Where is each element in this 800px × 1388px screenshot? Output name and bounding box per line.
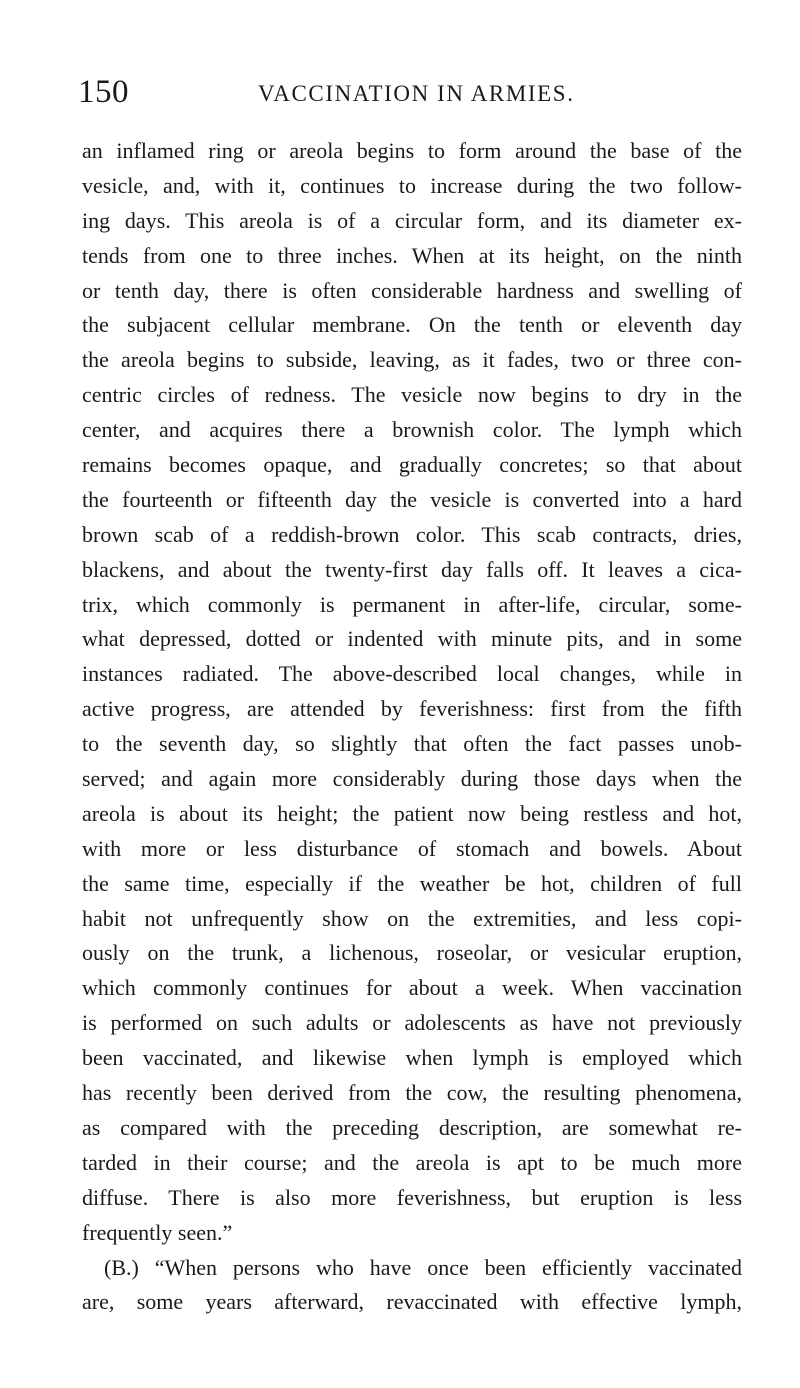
text-line: has recently been derived from the cow, the resulting phenomena, — [82, 1080, 742, 1106]
text-line: active progress, are attended by feverishness: first from the fifth — [82, 696, 742, 722]
text-line: tends from one to three inches. When at its height, on the ninth — [82, 242, 742, 268]
text-line: habit not unfrequently show on the extremities, and less copi- — [82, 905, 742, 931]
text-line: (B.) “When persons who have once been efficiently vaccinated — [104, 1254, 742, 1280]
text-line: an inflamed ring or areola begins to form around the base of the — [82, 138, 742, 163]
text-line: with more or less disturbance of stomach and bowels. About — [82, 835, 742, 861]
text-line: areola is about its height; the patient now being restless and hot, — [82, 800, 742, 826]
text-line: diffuse. There is also more feverishness, but eruption is less — [82, 1184, 742, 1210]
text-line: or tenth day, there is often considerable hardness and swelling of — [82, 277, 742, 303]
page-number: 150 — [78, 74, 129, 110]
text-line: as compared with the preceding description, are somewhat re- — [82, 1114, 742, 1140]
text-line: blackens, and about the twenty-first day falls off. It leaves a cica- — [82, 556, 742, 582]
text-line: ing days. This areola is of a circular form, and its diameter ex- — [82, 207, 742, 233]
page-header — [78, 72, 738, 112]
text-line: vesicle, and, with it, continues to increase during the two follow- — [82, 172, 742, 198]
text-line: is performed on such adults or adolescents as have not previously — [82, 1010, 742, 1036]
body-paragraphs — [82, 134, 742, 1320]
text-line: the subjacent cellular membrane. On the tenth or eleventh day — [82, 312, 742, 338]
text-line: the same time, especially if the weather be hot, children of full — [82, 870, 742, 896]
text-line: are, some years afterward, revaccinated with effective lymph, — [82, 1289, 742, 1315]
text-line: the areola begins to subside, leaving, as it fades, two or three con- — [82, 347, 742, 373]
text-line: centric circles of redness. The vesicle now begins to dry in the — [82, 382, 742, 408]
text-line: remains becomes opaque, and gradually concretes; so that about — [82, 452, 742, 478]
text-line: served; and again more considerably during those days when the — [82, 766, 742, 792]
text-line: what depressed, dotted or indented with minute pits, and in some — [82, 626, 742, 652]
text-line: tarded in their course; and the areola is apt to be much more — [82, 1149, 742, 1175]
text-line: ously on the trunk, a lichenous, roseolar, or vesicular eruption, — [82, 940, 742, 966]
running-title: VACCINATION IN ARMIES. — [258, 81, 575, 106]
text-line: center, and acquires there a brownish color. The lymph which — [82, 417, 742, 443]
text-line: which commonly continues for about a week. When vaccination — [82, 975, 742, 1001]
text-line: frequently seen.” — [82, 1219, 233, 1245]
text-line: instances radiated. The above-described local changes, while in — [82, 661, 742, 687]
text-line: been vaccinated, and likewise when lymph is employed which — [82, 1045, 742, 1071]
text-line: brown scab of a reddish-brown color. This scab contracts, dries, — [82, 521, 742, 547]
text-line: the fourteenth or fifteenth day the vesicle is converted into a hard — [82, 486, 742, 512]
text-line: to the seventh day, so slightly that often the fact passes unob- — [82, 731, 742, 757]
text-line: trix, which commonly is permanent in after-life, circular, some- — [82, 591, 742, 617]
